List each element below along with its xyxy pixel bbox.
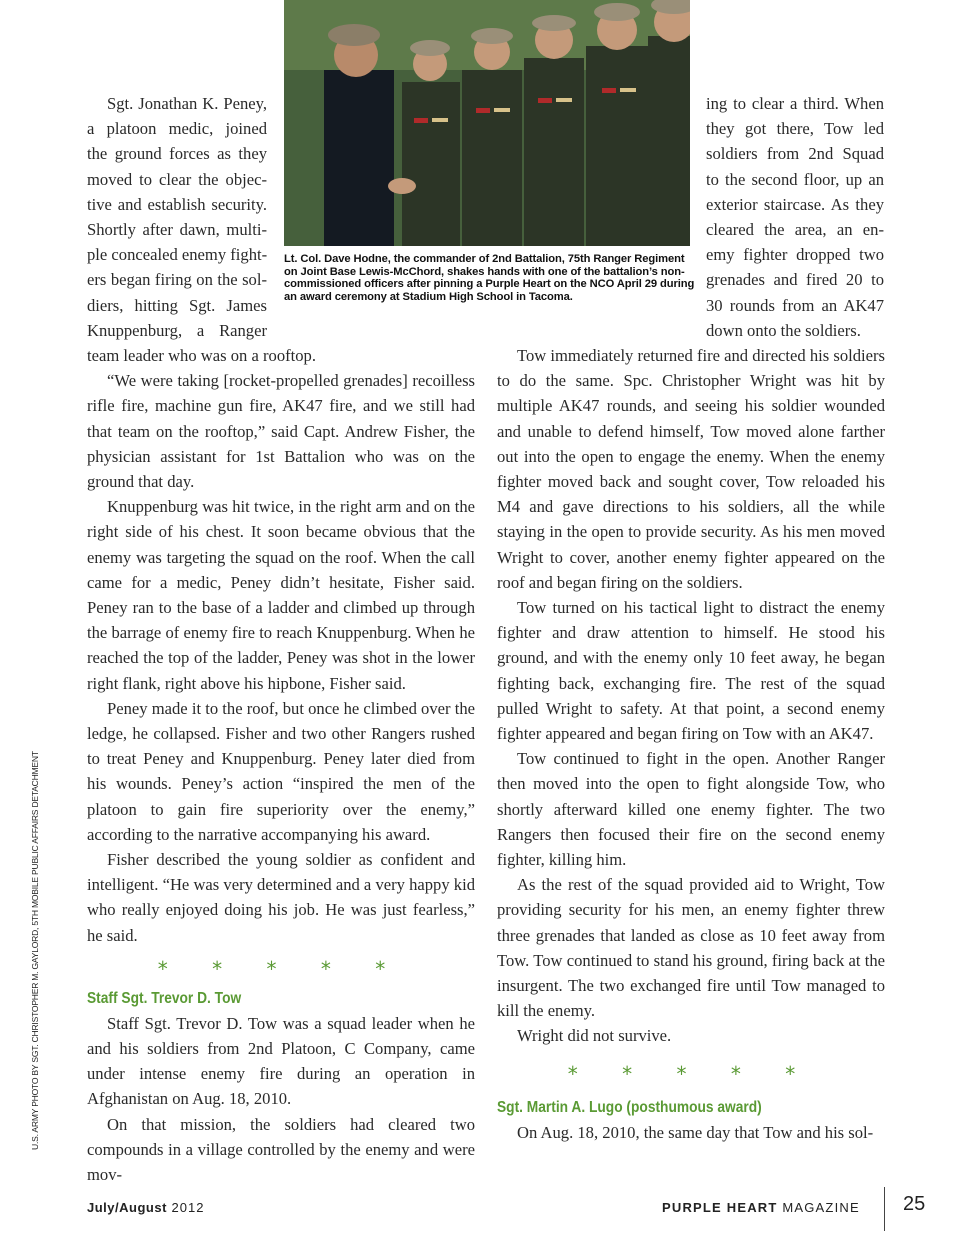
text-line: cleared the area, an en- — [706, 220, 884, 240]
text-line: moved to clear the objec- — [87, 169, 267, 189]
paragraph: Tow immediately returned fire and directed his soldiers to do the same. Spc. Christopher Wright was hit by multiple AK47 rounds, and seeing his soldier wounded and unable to defend himself, Tow moved alone farther out into the open to engage the enemy. When the enemy fighter moved back and sought cover, Tow reloaded his M4 and gave directions to his soldiers, all the while staying in the open to provide security. As his men moved Wright to cover, another enemy fighter appeared on the roof and began firing on the soldiers. — [497, 346, 885, 592]
text-line: ing to clear a third. When — [706, 94, 884, 113]
caption-line: on Joint Base Lewis-McChord, shakes hands with one of the battalion’s non- — [284, 265, 685, 278]
text-line: soldiers from 2nd Squad — [706, 144, 884, 164]
footer-magazine — [662, 1200, 860, 1215]
paragraph: Tow continued to fight in the open. Another Ranger then moved into the open to fight alongside Tow, who shortly afterward killed one enemy fighter. The two Rangers then focused their fire on the second enemy fighter, killing him. — [497, 749, 885, 870]
text-line: to the second floor, up an — [706, 169, 884, 189]
footer-issue-month: July/August — [87, 1200, 167, 1215]
photo-credit: U.S. ARMY PHOTO BY SGT. CHRISTOPHER M. GAYLORD, 5TH MOBILE PUBLIC AFFAIRS DETACHMENT — [30, 751, 40, 1150]
text-line: grenades and fired 20 to — [706, 270, 884, 290]
right-column-main — [497, 343, 885, 1145]
footer-magazine-light: MAGAZINE — [782, 1200, 860, 1215]
paragraph: team leader who was on a rooftop. — [87, 346, 317, 365]
page-number: 25 — [903, 1193, 926, 1215]
ceremony-photo — [284, 0, 690, 246]
left-column-main — [87, 343, 475, 1187]
text-line: Sgt. Jonathan K. Peney, — [107, 94, 267, 113]
paragraph: “We were taking [rocket-propelled grenades] recoilless rifle fire, machine gun fire, AK47 fire, and we still had that team on the rooftop,” said Capt. Andrew Fisher, the physician assistant for 1st Battalion who was on the ground that day. — [87, 371, 475, 492]
footer-divider — [884, 1187, 885, 1231]
text-line: ple concealed enemy fight- — [87, 245, 268, 265]
paragraph: Tow turned on his tactical light to distract the enemy fighter and draw attention to himself. He stood his ground, and with the enemy only 10 feet away, he began fighting back, exchanging fire. The rest of the squad pulled Wright to safety. At that point, a second enemy fighter appeared and began firing on Tow with an AK47. — [497, 598, 885, 744]
text-line: diers, hitting Sgt. James — [87, 295, 267, 315]
paragraph: Peney made it to the roof, but once he climbed over the ledge, he collapsed. Fisher and two other Rangers rushed to treat Peney and Knuppenburg. Peney later died from his wounds. Peney’s action “inspired the men of the platoon to gain fire superiority over the enemy,” according to the narrative accompanying his award. — [87, 698, 475, 844]
section-separator: * * * * * — [157, 956, 405, 981]
footer-magazine-bold: PURPLE HEART — [662, 1200, 778, 1215]
caption-line: commissioned officers after pinning a Purple Heart on the NCO April 29 during — [284, 278, 695, 291]
paragraph: Knuppenburg was hit twice, in the right arm and on the right side of his chest. It soon became obvious that the enemy was targeting the squad on the roof. When the call came for a medic, Peney didn’t hesitate, Fisher said. Peney ran to the base of a ladder and climbed up through the barrage of enemy fire to reach Knuppenburg. When he reached the top of the ladder, Peney was shot in the lower right flank, right above his hipbone, Fisher said. — [87, 497, 475, 693]
section-heading-lugo: Sgt. Martin A. Lugo (posthumous award) — [497, 1098, 762, 1116]
text-line: they got there, Tow led — [706, 119, 884, 139]
right-column-top — [706, 91, 884, 343]
paragraph: Fisher described the young soldier as confident and intelligent. “He was very determined and a very happy kid who really enjoyed doing his job. He was just fearless,” he said. — [87, 850, 475, 945]
paragraph: As the rest of the squad provided aid to Wright, Tow providing security for his men, an enemy fighter threw three grenades that landed as close as 10 feet away from Tow. Tow continued to stand his ground, firing back at the insurgent. The two exchanged fire until Tow managed to kill the enemy. — [497, 875, 885, 1021]
paragraph: Wright did not survive. — [517, 1026, 672, 1046]
footer-issue-year: 2012 — [171, 1200, 205, 1215]
text-line: the ground forces as they — [87, 144, 267, 164]
text-line: ers began firing on the sol- — [87, 270, 267, 290]
text-line: exterior staircase. As they — [706, 194, 884, 214]
caption-line: an award ceremony at Stadium High School in Tacoma. — [284, 290, 573, 303]
text-line: Knuppenburg, a Ranger — [87, 320, 267, 340]
text-line: Shortly after dawn, multi- — [87, 220, 267, 240]
photo-illustration — [284, 0, 690, 246]
footer-issue — [87, 1200, 204, 1215]
paragraph: Staff Sgt. Trevor D. Tow was a squad leader when he and his soldiers from 2nd Platoon, C Company, came under intense enemy fire during an operation in Afghanistan on Aug. 18, 2010. — [87, 1013, 475, 1109]
paragraph: On Aug. 18, 2010, the same day that Tow and his sol- — [517, 1122, 874, 1142]
left-column-top — [87, 91, 267, 343]
text-line: down onto the soldiers. — [706, 320, 861, 340]
section-separator: * * * * * — [567, 1061, 815, 1086]
text-line: 30 rounds from an AK47 — [706, 295, 884, 315]
text-line: tive and establish security. — [87, 194, 267, 214]
text-line: emy fighter dropped two — [706, 245, 884, 265]
section-heading-tow: Staff Sgt. Trevor D. Tow — [87, 989, 242, 1007]
caption-line: Lt. Col. Dave Hodne, the commander of 2nd Battalion, 75th Ranger Regiment — [284, 253, 685, 265]
paragraph: On that mission, the soldiers had cleared two compounds in a village controlled by the enemy and were mov- — [87, 1114, 475, 1185]
photo-caption — [284, 253, 695, 303]
text-line: a platoon medic, joined — [87, 119, 267, 139]
